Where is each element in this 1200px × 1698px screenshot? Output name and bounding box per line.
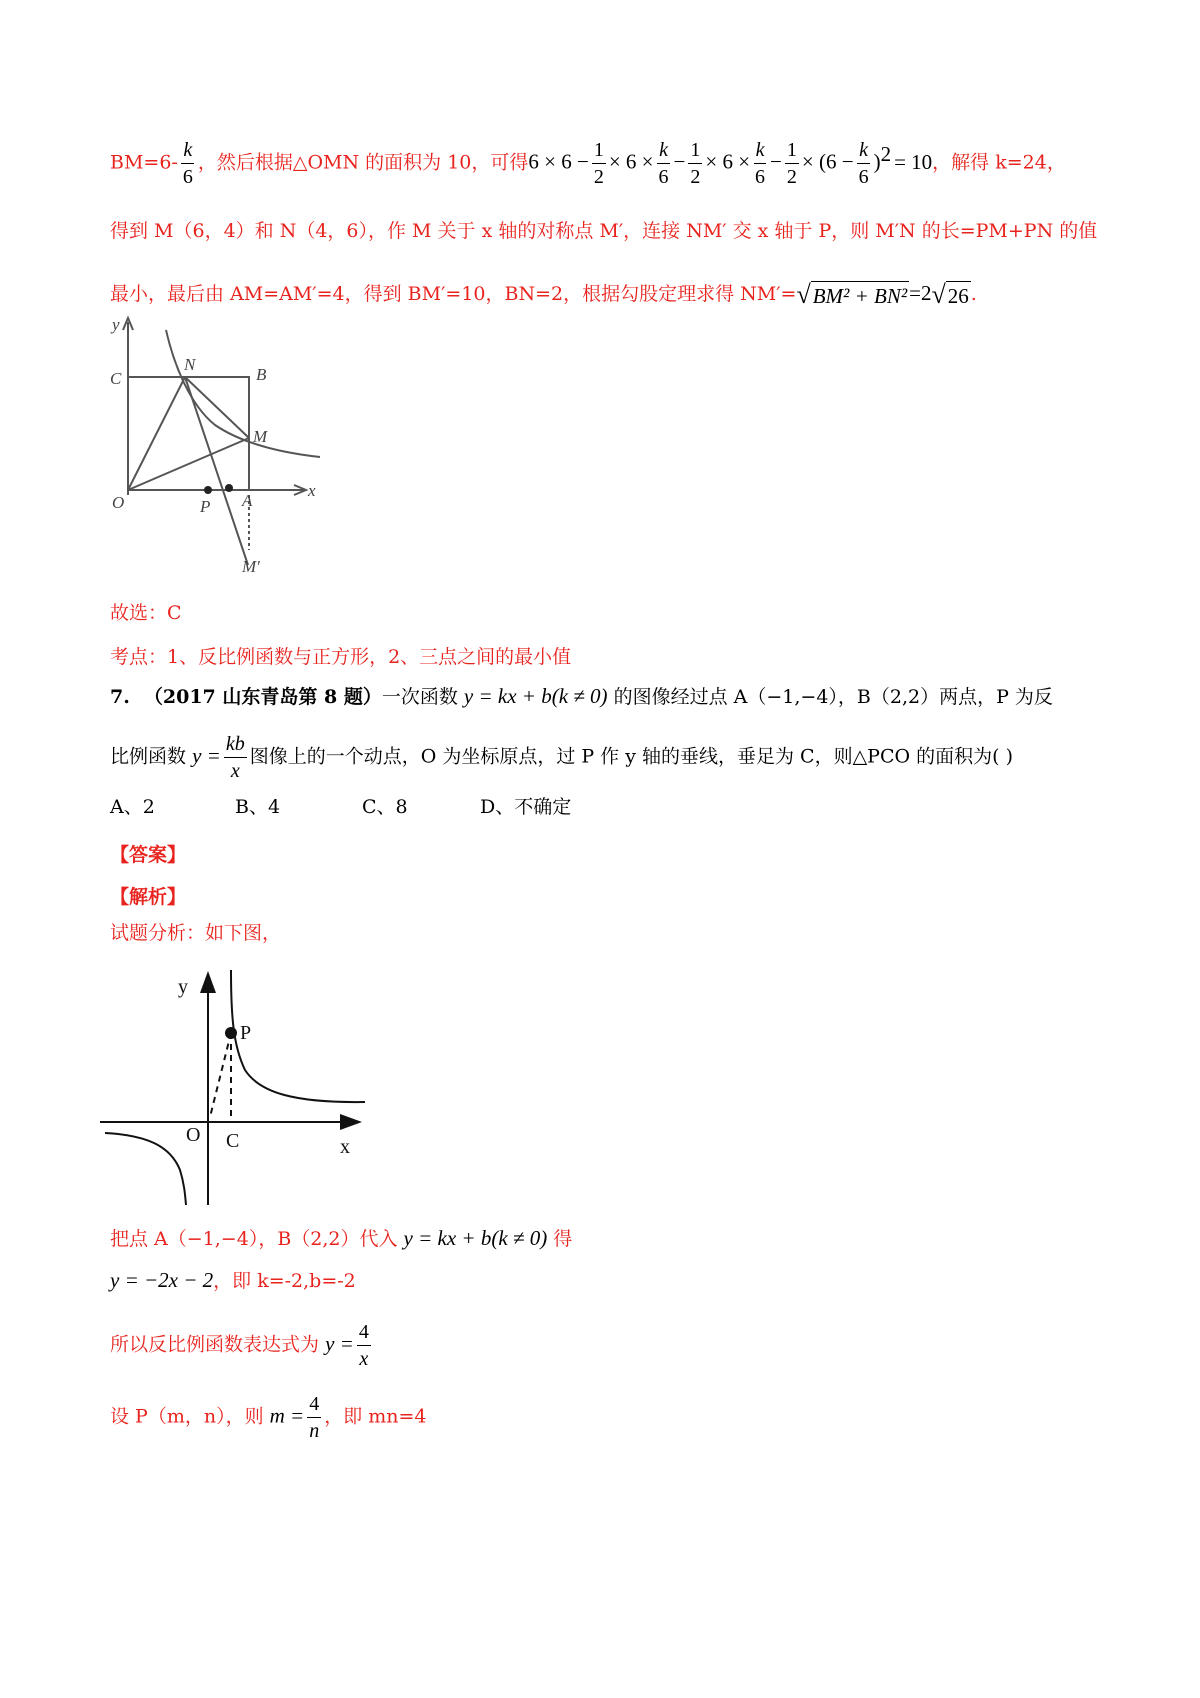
frac-den: 6: [182, 166, 193, 188]
frac-num: 1: [592, 140, 606, 164]
point-P: [225, 1027, 237, 1039]
frac-den: n: [309, 1420, 320, 1442]
question-7-options: [110, 798, 571, 817]
option-b: B、4: [235, 796, 281, 818]
frac-den: x: [230, 760, 240, 782]
label-y: y: [112, 315, 120, 334]
fraction-kb-over-x: [224, 734, 247, 781]
analysis-intro: 试题分析：如下图，: [110, 922, 282, 944]
step4-end: ，即 mn=4: [324, 1405, 427, 1428]
label-A: A: [242, 491, 253, 510]
label-x: x: [308, 481, 316, 500]
sqrt-radicand: BM² + BN²: [811, 281, 909, 308]
text-solve-k: ，解得 k=24，: [932, 151, 1066, 174]
frac-den: x: [359, 1348, 369, 1370]
frac-num: 1: [688, 140, 702, 164]
frac-num: 4: [357, 1322, 371, 1346]
label-O: O: [186, 1124, 201, 1146]
hyperbola-curve: [166, 330, 320, 457]
analysis-label: 【解析】: [110, 886, 187, 908]
frac-den: 6: [755, 166, 766, 188]
step4-m: m =: [269, 1403, 305, 1428]
sqrt-icon: √: [931, 280, 946, 309]
option-a: A、2: [110, 796, 155, 818]
question-7-line-2: [110, 734, 1013, 781]
step2-eq: y = −2x − 2: [110, 1268, 214, 1292]
text-period: .: [970, 283, 977, 305]
fraction-4-over-x: [357, 1322, 371, 1369]
point-on-x: [225, 484, 233, 492]
segment-ON: [128, 377, 185, 490]
figure-square-hyperbola: [100, 310, 340, 580]
segment-OM: [128, 438, 249, 490]
question-7-line-1: [110, 686, 1053, 707]
frac-den: 2: [690, 166, 701, 188]
point-P: [204, 486, 212, 494]
y-arrow-icon: [200, 971, 216, 993]
frac-den: 2: [593, 166, 604, 188]
x-arrow-icon: [340, 1114, 362, 1130]
expr-square: 2: [880, 142, 892, 167]
label-C: C: [226, 1130, 240, 1152]
frac-num: k: [755, 139, 765, 161]
frac-num: kb: [225, 733, 245, 755]
expr-paren-open: × (6 −: [801, 149, 854, 174]
answer-choice: 故选：C: [110, 602, 182, 624]
step-2: [110, 1270, 356, 1291]
question-number: 7.: [110, 686, 130, 708]
expr-paren-close: ): [873, 149, 881, 174]
label-P: P: [240, 1022, 252, 1044]
solution-line-1: [110, 140, 1066, 187]
text-area: ，然后根据△OMN 的面积为 10，可得: [197, 151, 529, 174]
sqrt-icon: √: [796, 280, 811, 309]
solution-line-2: 得到 M（6，4）和 N（4，6），作 M 关于 x 轴的对称点 M′，连接 NM′ 交 x 轴于 P，则 M′N 的长=PM+PN 的值: [110, 220, 1098, 242]
q7-y-eq: y =: [192, 743, 221, 768]
frac-num: k: [859, 139, 869, 161]
expr-times6: × 6 ×: [608, 149, 654, 174]
text-conclusion: 最小，最后由 AM=AM′=4，得到 BM′=10，BN=2，根据勾股定理求得 NM′=: [110, 283, 797, 305]
expr-times6-b: × 6 ×: [705, 149, 751, 174]
label-N: N: [184, 355, 196, 374]
step-3: [110, 1322, 374, 1369]
label-B: B: [256, 365, 267, 384]
fraction-half-1: [592, 140, 606, 187]
frac-num: k: [183, 139, 193, 161]
sqrt-expression: [796, 282, 909, 308]
expr-minus-b: −: [770, 149, 782, 174]
hyperbola-branch-2: [105, 1133, 186, 1205]
step4-text: 设 P（m，n），则: [110, 1405, 264, 1428]
q7-text-a: 一次函数: [381, 686, 458, 708]
step1-text: 把点 A（−1,−4），B（2,2）代入: [110, 1228, 398, 1250]
frac-num: 1: [785, 140, 799, 164]
expr-eq10: = 10: [894, 149, 933, 174]
sqrt-26-radicand: 26: [946, 281, 971, 308]
fraction-k-over-6-b: [657, 140, 671, 187]
fraction-k-over-6: [181, 140, 195, 187]
solution-line-3: [110, 282, 977, 308]
q7-text-d: 图像上的一个动点，O 为坐标原点，过 P 作 y 轴的垂线，垂足为 C，则△PCO 的面积为( ): [249, 745, 1013, 768]
label-x: x: [340, 1136, 350, 1158]
frac-num: 4: [307, 1394, 321, 1418]
fraction-half-2: [688, 140, 702, 187]
frac-den: 6: [658, 166, 669, 188]
step-1: [110, 1228, 572, 1249]
option-c: C、8: [362, 796, 408, 818]
frac-den: 2: [786, 166, 797, 188]
label-Mprime: M′: [242, 557, 260, 576]
label-M: M: [253, 427, 268, 446]
step1-end: 得: [553, 1228, 573, 1250]
label-C: C: [110, 369, 122, 388]
fraction-k-over-6-d: [857, 140, 871, 187]
expr-6x6: 6 × 6 −: [528, 149, 589, 174]
q7-linear-eq: y = kx + b(k ≠ 0): [463, 684, 608, 708]
label-y: y: [178, 976, 188, 998]
expr-minus: −: [673, 149, 686, 174]
question-source: （2017 山东青岛第 8 题）: [143, 686, 382, 708]
result-coef: =2: [909, 281, 932, 305]
label-O: O: [112, 493, 125, 512]
step3-y: y =: [325, 1331, 354, 1356]
step1-eq: y = kx + b(k ≠ 0): [403, 1226, 548, 1250]
text-bm: BM=6-: [110, 151, 178, 174]
option-d: D、不确定: [480, 796, 572, 818]
label-P: P: [200, 497, 211, 516]
figure-hyperbola-pco: [100, 965, 380, 1215]
kaodian: 考点：1、反比例函数与正方形，2、三点之间的最小值: [110, 646, 572, 668]
segment-PO-dashed: [210, 1033, 231, 1117]
q7-text-b: 的图像经过点 A（−1,−4），B（2,2）两点，P 为反: [613, 686, 1053, 708]
frac-den: 6: [858, 166, 869, 188]
step2-text: ，即 k=-2,b=-2: [213, 1270, 356, 1292]
fraction-4-over-n: [307, 1394, 321, 1441]
frac-num: k: [659, 139, 668, 161]
fraction-k-over-6-c: [753, 140, 767, 187]
step3-text: 所以反比例函数表达式为: [110, 1333, 320, 1356]
step-4: [110, 1394, 427, 1441]
segment-NMprime: [185, 377, 248, 565]
answer-label: 【答案】: [110, 844, 187, 866]
fraction-half-3: [785, 140, 799, 187]
sqrt-26: [932, 282, 971, 308]
q7-text-c: 比例函数: [110, 745, 187, 768]
